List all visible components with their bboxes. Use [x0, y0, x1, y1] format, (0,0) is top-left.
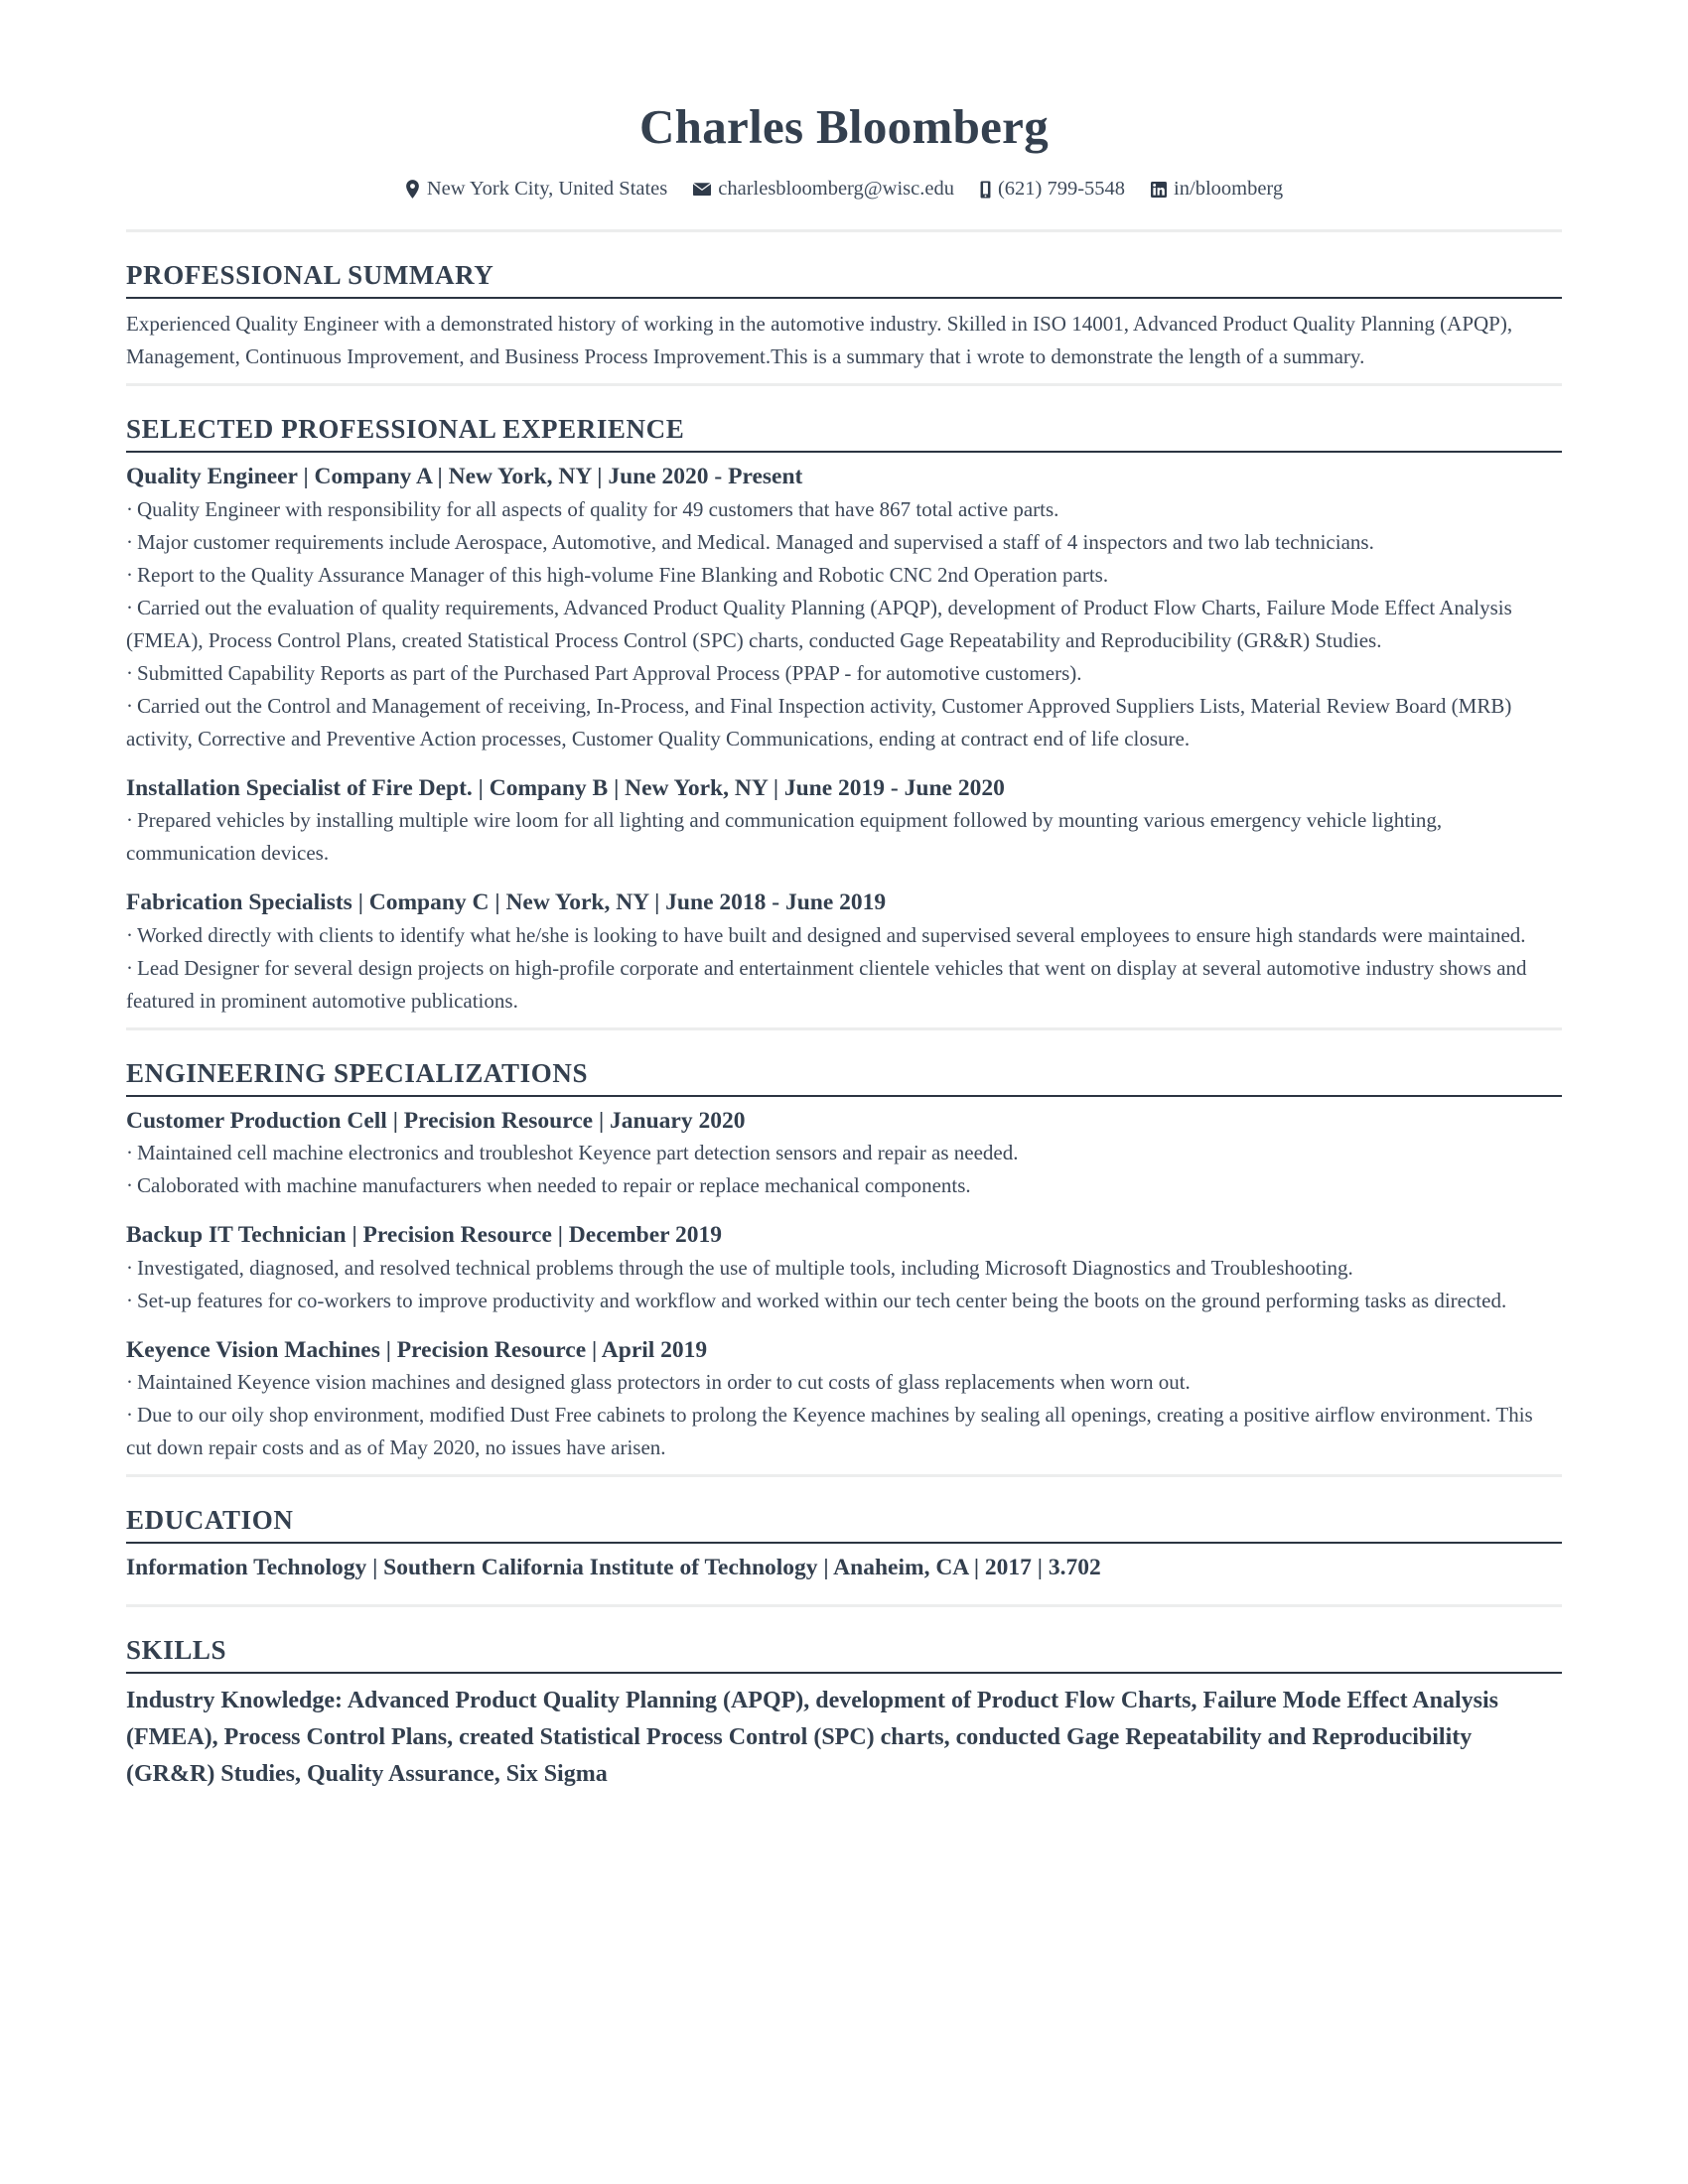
bullet-dot: · [126, 496, 133, 521]
list-item [126, 526, 1562, 559]
section-heading: EDUCATION [126, 1505, 294, 1536]
experience-bullet-list [126, 919, 1562, 1018]
bullet-dot: · [126, 693, 133, 718]
experience-entry-heading: Quality Engineer | Company A | New York, NY | June 2020 - Present [126, 464, 803, 490]
list-item-text: Set-up features for co-workers to improve productivity and workflow and worked within our tech center being the boots on the ground performing tasks as directed. [137, 1288, 1507, 1312]
bullet-dot: · [126, 1173, 133, 1198]
specialization-entry-heading: Customer Production Cell | Precision Resource | January 2020 [126, 1107, 746, 1134]
spacer [126, 1584, 1562, 1594]
contact-phone[interactable] [980, 177, 1125, 202]
list-item [126, 1285, 1562, 1317]
bullet-dot: · [126, 529, 133, 554]
list-item-text: Major customer requirements include Aerospace, Automotive, and Medical. Managed and supervised a staff of 4 inspectors and two lab technicians. [137, 529, 1374, 554]
section-heading: SKILLS [126, 1634, 227, 1665]
location-pin-icon [405, 180, 420, 199]
bullet-dot: · [126, 660, 133, 685]
contact-phone-text: (621) 799-5548 [997, 178, 1126, 201]
bullet-dot: · [126, 955, 133, 980]
experience-entry [126, 462, 1562, 754]
resume-header [126, 60, 1562, 219]
section-selected-professional-experience [126, 386, 1562, 1017]
section-underline [126, 297, 1562, 299]
bullet-dot: · [126, 1141, 133, 1165]
list-item [126, 1252, 1562, 1285]
list-item-text: Carried out the evaluation of quality requirements, Advanced Product Quality Planning (APQP), development of Product Flow Charts, Failure Mode Effect Analysis (FMEA), Process Control Plans, created Statistical Process Control (SPC) charts, conducted Gage Repeatability and Reproducibility (GR&R) Studies. [126, 595, 1512, 652]
list-item-text: Worked directly with clients to identify what he/she is looking to have built and designed and supervised several employees to ensure high standards were maintained. [137, 922, 1526, 947]
mobile-phone-icon [980, 181, 991, 199]
skills-text: Industry Knowledge: Advanced Product Quality Planning (APQP), development of Product Flow Charts, Failure Mode Effect Analysis (FMEA), Process Control Plans, created Statistical Process Control (SPC) charts, conducted Gage Repeatability and Reproducibility (GR&R) Studies, Quality Assurance, Six Sigma [126, 1687, 1499, 1788]
specialization-bullet-list [126, 1137, 1562, 1202]
specialization-entry [126, 1335, 1562, 1464]
list-item [126, 804, 1562, 870]
list-item [126, 1366, 1562, 1399]
bullet-dot: · [126, 1370, 133, 1395]
specialization-entry [126, 1220, 1562, 1316]
section-heading: PROFESSIONAL SUMMARY [126, 259, 494, 290]
section-underline [126, 1672, 1562, 1674]
experience-entry [126, 773, 1562, 870]
list-item [126, 657, 1562, 690]
section-skills [126, 1607, 1562, 1794]
specialization-bullet-list [126, 1366, 1562, 1464]
list-item [126, 592, 1562, 657]
specialization-entry-heading: Keyence Vision Machines | Precision Resource | April 2019 [126, 1336, 708, 1363]
section-heading: ENGINEERING SPECIALIZATIONS [126, 1057, 589, 1088]
list-item-text: Prepared vehicles by installing multiple wire loom for all lighting and communication equipment followed by mounting various emergency vehicle lighting, communication devices. [126, 808, 1443, 866]
specialization-entry-heading: Backup IT Technician | Precision Resource | December 2019 [126, 1222, 723, 1249]
list-item [126, 952, 1562, 1018]
list-item [126, 1399, 1562, 1464]
section-underline [126, 1095, 1562, 1097]
contact-location [405, 177, 667, 202]
bullet-dot: · [126, 562, 133, 587]
bullet-dot: · [126, 595, 133, 619]
list-item-text: Maintained Keyence vision machines and designed glass protectors in order to cut costs of glass replacements when worn out. [137, 1370, 1191, 1395]
contact-location-text: New York City, United States [426, 178, 668, 201]
contact-info-line [126, 177, 1562, 202]
section-education [126, 1477, 1562, 1594]
list-item-text: Report to the Quality Assurance Manager of this high-volume Fine Blanking and Robotic CNC 2nd Operation parts. [137, 562, 1109, 587]
list-item [126, 559, 1562, 592]
summary-text: Experienced Quality Engineer with a demonstrated history of working in the automotive industry. Skilled in ISO 14001, Advanced Product Quality Planning (APQP), Management, Continuous Improvement, and Business Process Improvement.This is a summary that i wrote to demonstrate the length of a summary. [126, 311, 1513, 369]
experience-bullet-list [126, 493, 1562, 755]
contact-linkedin-text: in/bloomberg [1174, 178, 1284, 201]
list-item [126, 919, 1562, 952]
contact-email[interactable] [693, 177, 954, 202]
bullet-dot: · [126, 1288, 133, 1312]
section-engineering-specializations [126, 1030, 1562, 1464]
bullet-dot: · [126, 922, 133, 947]
contact-linkedin[interactable] [1151, 177, 1283, 202]
list-item-text: Caloborated with machine manufacturers when needed to repair or replace mechanical components. [137, 1173, 971, 1198]
list-item-text: Carried out the Control and Management of receiving, In-Process, and Final Inspection activity, Customer Approved Suppliers Lists, Material Review Board (MRB) activity, Corrective and Preventive Action processes, Customer Quality Communications, ending at contract end of life closure. [126, 693, 1512, 751]
list-item [126, 1169, 1562, 1202]
list-item [126, 1137, 1562, 1169]
list-item-text: Lead Designer for several design projects on high-profile corporate and entertainment clientele vehicles that went on display at several automotive industry shows and featured in prominent automotive publications. [126, 955, 1527, 1013]
bullet-dot: · [126, 808, 133, 833]
section-underline [126, 451, 1562, 453]
list-item-text: Submitted Capability Reports as part of the Purchased Part Approval Process (PPAP - for automotive customers). [137, 660, 1082, 685]
list-item-text: Due to our oily shop environment, modified Dust Free cabinets to prolong the Keyence machines by sealing all openings, creating a positive airflow environment. This cut down repair costs and as of May 2020, no issues have arisen. [126, 1403, 1533, 1460]
specialization-bullet-list [126, 1252, 1562, 1317]
section-underline [126, 1542, 1562, 1544]
section-heading: SELECTED PROFESSIONAL EXPERIENCE [126, 414, 685, 445]
page-title: Charles Bloomberg [638, 99, 1050, 154]
specialization-entry [126, 1106, 1562, 1202]
section-professional-summary [126, 232, 1562, 373]
education-entry: Information Technology | Southern California Institute of Technology | Anaheim, CA | 2017 | 3.702 [126, 1555, 1101, 1581]
linkedin-icon [1151, 182, 1167, 198]
envelope-icon [693, 183, 711, 197]
experience-entry [126, 887, 1562, 1017]
experience-entry-heading: Fabrication Specialists | Company C | New York, NY | June 2018 - June 2019 [126, 889, 887, 916]
list-item [126, 493, 1562, 526]
experience-bullet-list [126, 804, 1562, 870]
list-item [126, 690, 1562, 755]
list-item-text: Quality Engineer with responsibility for all aspects of quality for 49 customers that have 867 total active parts. [137, 496, 1059, 521]
contact-email-text: charlesbloomberg@wisc.edu [718, 178, 954, 201]
bullet-dot: · [126, 1255, 133, 1280]
list-item-text: Investigated, diagnosed, and resolved technical problems through the use of multiple tools, including Microsoft Diagnostics and Troubleshooting. [137, 1255, 1353, 1280]
list-item-text: Maintained cell machine electronics and troubleshot Keyence part detection sensors and repair as needed. [137, 1141, 1019, 1165]
experience-entry-heading: Installation Specialist of Fire Dept. | Company B | New York, NY | June 2019 - June 2020 [126, 774, 1005, 801]
bullet-dot: · [126, 1403, 133, 1428]
